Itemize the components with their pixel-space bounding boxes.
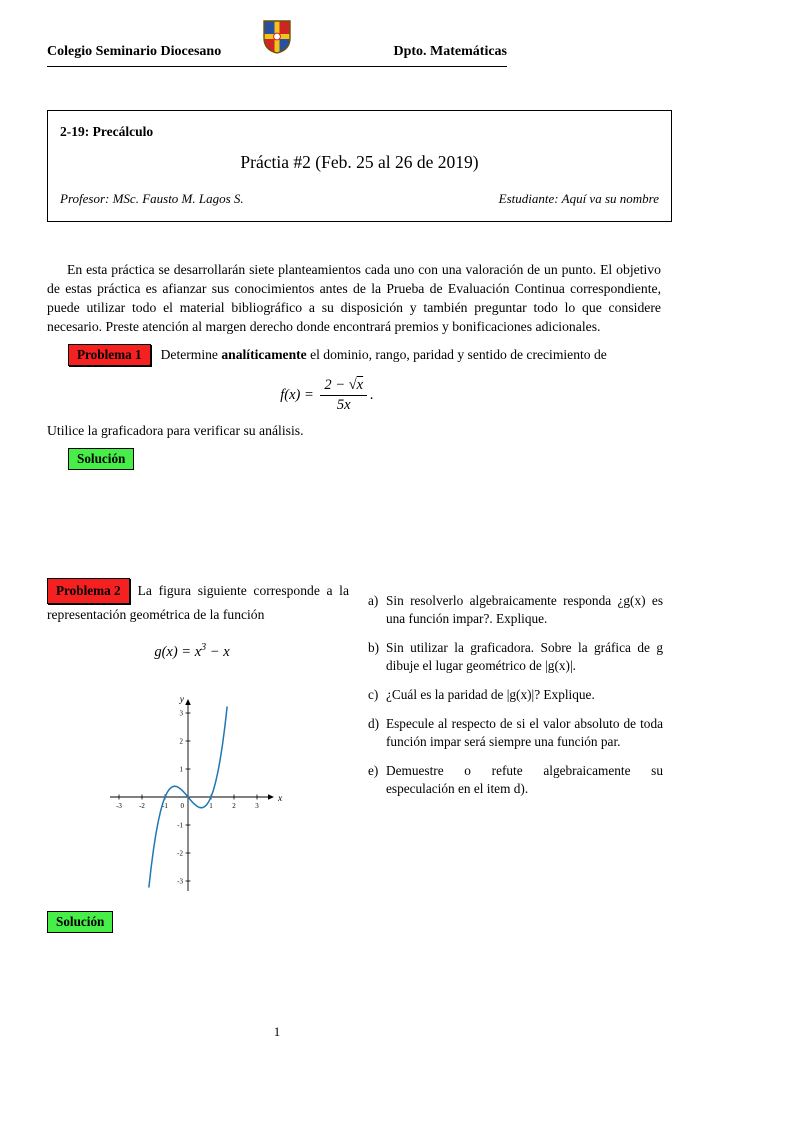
y-axis-label: y — [179, 695, 184, 705]
professor-name: Profesor: MSc. Fausto M. Lagos S. — [60, 191, 244, 206]
svg-text:-2: -2 — [177, 849, 183, 858]
list-item — [368, 592, 663, 628]
fraction-numerator — [320, 377, 367, 396]
list-item — [368, 639, 663, 675]
item-label: d) — [368, 715, 380, 731]
item-label: a) — [368, 593, 379, 608]
school-name: Colegio Seminario Diocesano — [47, 44, 222, 59]
svg-text:-2: -2 — [139, 802, 145, 810]
solution-1-badge: Solución — [68, 448, 134, 470]
page-title: Práctia #2 (Feb. 25 al 26 de 2019) — [240, 152, 479, 172]
g-plot — [100, 693, 285, 908]
problem-1-text-pre: Determine — [160, 347, 222, 362]
course-label: 2-19: Precálculo — [60, 124, 154, 139]
x-axis-arrow — [268, 794, 274, 800]
radicand: x — [356, 377, 364, 393]
svg-text:-3: -3 — [116, 802, 122, 810]
solution-2-badge: Solución — [47, 911, 113, 933]
svg-text:-1: -1 — [162, 802, 168, 810]
problem-1-badge: Problema 1 — [68, 344, 151, 366]
item-text: Demuestre o refute algebraicamente su especulación en el item d). — [386, 762, 663, 796]
problem-1-statement — [68, 344, 664, 366]
item-text: ¿Cuál es la paridad de |g(x)|? Explique. — [386, 686, 595, 702]
y-axis-arrow — [185, 699, 191, 705]
title-box — [47, 110, 672, 222]
item-text: Especule al respecto de si el valor absoluto de toda función impar será siempre una función par. — [386, 715, 663, 749]
problem-2-text: La figura siguiente corresponde a la representación geométrica de la función — [47, 583, 349, 623]
svg-text:0: 0 — [180, 802, 184, 810]
svg-text:-1: -1 — [177, 821, 183, 830]
problem-1-text-post: el dominio, rango, paridad y sentido de crecimiento de — [306, 347, 607, 362]
fraction-denominator: 5x — [336, 397, 351, 413]
fraction — [320, 377, 367, 414]
radical-sign: √ — [348, 377, 357, 393]
svg-text:2: 2 — [179, 737, 183, 746]
problem-1-text-bold: analíticamente — [221, 347, 307, 362]
problem-2-items — [368, 592, 663, 808]
svg-text:1: 1 — [179, 765, 183, 774]
department-name: Dpto. Matemáticas — [393, 44, 507, 59]
item-text: Sin resolverlo algebraicamente responda ¿g(x) es una función impar?. Explique. — [386, 593, 663, 626]
page-number: 1 — [273, 1024, 281, 1039]
intro-paragraph: En esta práctica se desarrollarán siete planteamientos cada uno con una valoración de un punto. El objetivo de estas práctica es afianzar sus conocimientos antes de la Prueba de Evaluación Continua correspondiente, puede utilizar todo el material bibliográfico a su disposición y también preguntar todo lo que considere necesario. Preste atención al margen derecho donde encontrará premios y bonificaciones adicionales. — [47, 261, 661, 335]
formula-g-rest: − x — [206, 643, 230, 660]
item-label: c) — [368, 686, 379, 702]
problem-2-statement — [47, 578, 349, 626]
formula-g — [47, 642, 337, 661]
formula-f-lhs: f(x) = — [280, 386, 318, 403]
svg-text:3: 3 — [255, 802, 259, 810]
item-label: b) — [368, 639, 380, 655]
svg-text:3: 3 — [179, 709, 183, 718]
svg-text:-3: -3 — [177, 877, 183, 886]
list-item — [368, 715, 663, 751]
list-item — [368, 762, 663, 798]
svg-text:1: 1 — [209, 802, 213, 810]
list-item — [368, 686, 663, 704]
problem-1-note: Utilice la graficadora para verificar su análisis. — [47, 423, 304, 438]
x-axis-label: x — [278, 794, 283, 804]
function-graph — [100, 693, 285, 908]
problem-2-badge: Problema 2 — [47, 578, 130, 604]
formula-g-lhs: g(x) = x — [154, 643, 202, 660]
student-name-field: Estudiante: Aquí va su nombre — [498, 191, 659, 206]
svg-text:2: 2 — [232, 802, 236, 810]
formula-period: . — [370, 386, 374, 403]
school-crest-logo — [261, 18, 293, 56]
formula-f — [47, 377, 607, 414]
item-label: e) — [368, 762, 379, 778]
item-text: Sin utilizar la graficadora. Sobre la gráfica de g dibuje el lugar geométrico de |g(x)|. — [386, 639, 663, 673]
people-row — [60, 191, 659, 207]
numerator-prefix: 2 − — [324, 377, 349, 393]
formula-g-exponent: 3 — [201, 642, 207, 653]
